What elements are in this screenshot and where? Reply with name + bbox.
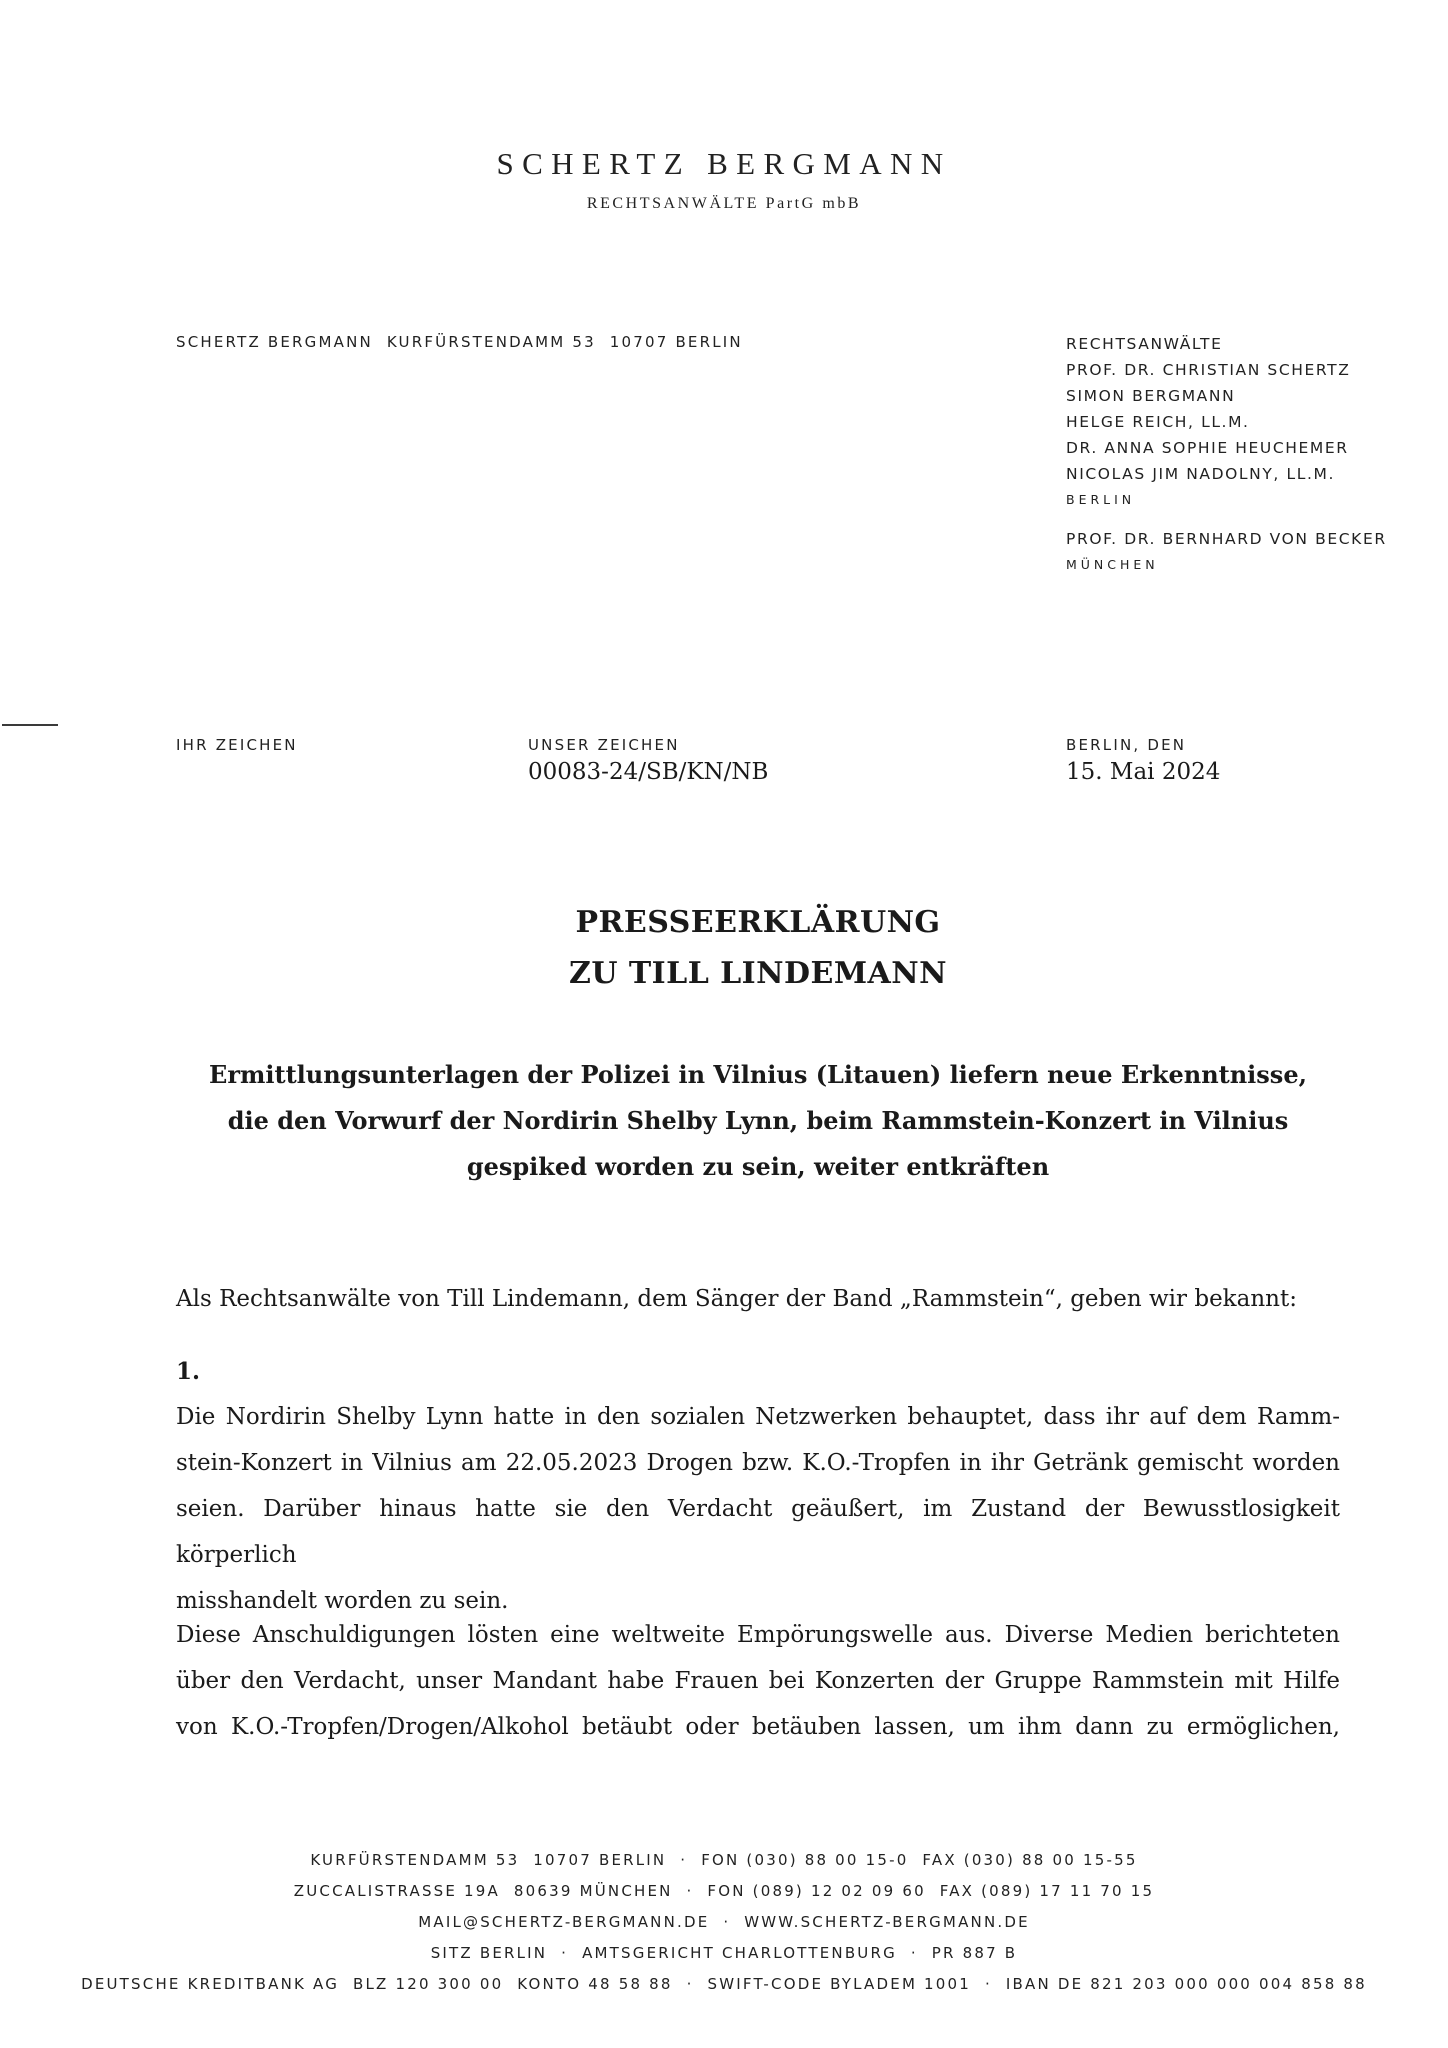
- footer-line-registration: SITZ BERLIN · AMTSGERICHT CHARLOTTENBURG · PR 887 B: [430, 1944, 1018, 1962]
- subtitle-line: gespiked worden zu sein, weiter entkräften: [466, 1152, 1050, 1181]
- our-reference-value: 00083-24/SB/KN/NB: [528, 759, 769, 785]
- attorneys-city-munich: MÜNCHEN: [1066, 557, 1159, 572]
- paragraph-2: [176, 1612, 1340, 1750]
- attorneys-city-berlin: BERLIN: [1066, 492, 1136, 507]
- document-title-line1: PRESSEERKLÄRUNG: [575, 905, 941, 940]
- firm-subtitle: RECHTSANWÄLTE PartG mbB: [586, 195, 862, 212]
- attorneys-list: [1066, 331, 1387, 578]
- attorney-name: SIMON BERGMANN: [1066, 387, 1236, 405]
- paragraph-line: über den Verdacht, unser Mandant habe Frauen bei Konzerten der Gruppe Rammstein mit Hilfe: [176, 1668, 1340, 1694]
- paragraph-line: seien. Darüber hinaus hatte sie den Verdacht geäußert, im Zustand der Bewusstlosigkeit körperlich: [176, 1496, 1340, 1568]
- our-reference-label: UNSER ZEICHEN: [528, 736, 680, 754]
- paragraph-line: stein-Konzert in Vilnius am 22.05.2023 Drogen bzw. K.O.-Tropfen in ihr Getränk gemischt worden: [176, 1450, 1340, 1476]
- document-title-line2: ZU TILL LINDEMANN: [569, 956, 947, 991]
- your-reference-label: IHR ZEICHEN: [176, 736, 298, 754]
- place-date-label: BERLIN, DEN: [1066, 736, 1187, 754]
- footer-line-mail-web: MAIL@SCHERTZ-BERGMANN.DE · WWW.SCHERTZ-BERGMANN.DE: [418, 1913, 1030, 1931]
- paragraph-line: Die Nordirin Shelby Lynn hatte in den sozialen Netzwerken behauptet, dass ihr auf dem Ramm-: [176, 1404, 1340, 1430]
- firm-logo: [0, 148, 1448, 213]
- firm-name: SCHERTZ BERGMANN: [496, 146, 952, 181]
- place-and-date: [1066, 736, 1220, 785]
- document-subtitle: [176, 1052, 1340, 1190]
- paragraph-line: von K.O.-Tropfen/Drogen/Alkohol betäubt oder betäuben lassen, um ihm dann zu ermöglichen,: [176, 1714, 1340, 1740]
- intro-paragraph: Als Rechtsanwälte von Till Lindemann, dem Sänger der Band „Rammstein“, geben wir bekannt:: [176, 1286, 1297, 1312]
- attorney-name: PROF. DR. BERNHARD VON BECKER: [1066, 530, 1387, 548]
- footer-line-munich-contact: ZUCCALISTRASSE 19A 80639 MÜNCHEN · FON (089) 12 02 09 60 FAX (089) 17 11 70 15: [293, 1882, 1155, 1900]
- our-reference: [528, 736, 768, 785]
- document-title: [176, 897, 1340, 999]
- paragraph-line: misshandelt worden zu sein.: [176, 1588, 509, 1614]
- paragraph-line: Diese Anschuldigungen lösten eine weltweite Empörungswelle aus. Diverse Medien berichteten: [176, 1622, 1340, 1648]
- letter-footer: [0, 1845, 1448, 2000]
- attorney-name: HELGE REICH, LL.M.: [1066, 413, 1250, 431]
- attorney-name: DR. ANNA SOPHIE HEUCHEMER: [1066, 439, 1349, 457]
- fold-mark: [2, 724, 58, 726]
- subtitle-line: Ermittlungsunterlagen der Polizei in Vilnius (Litauen) liefern neue Erkenntnisse,: [209, 1060, 1307, 1089]
- attorney-name: PROF. DR. CHRISTIAN SCHERTZ: [1066, 361, 1351, 379]
- your-reference: [176, 736, 298, 754]
- subtitle-line: die den Vorwurf der Nordirin Shelby Lynn, beim Rammstein-Konzert in Vilnius: [227, 1106, 1289, 1135]
- footer-line-bank: DEUTSCHE KREDITBANK AG BLZ 120 300 00 KONTO 48 58 88 · SWIFT-CODE BYLADEM 1001 · IBAN DE 821 203 000 000 004 858 88: [81, 1975, 1367, 1993]
- attorneys-heading: RECHTSANWÄLTE: [1066, 335, 1223, 353]
- attorney-name: NICOLAS JIM NADOLNY, LL.M.: [1066, 465, 1335, 483]
- sender-address-line: SCHERTZ BERGMANN KURFÜRSTENDAMM 53 10707 BERLIN: [176, 333, 743, 351]
- date-value: 15. Mai 2024: [1066, 759, 1221, 785]
- section-number: 1.: [176, 1358, 201, 1385]
- paragraph-1: [176, 1394, 1340, 1624]
- footer-line-berlin-contact: KURFÜRSTENDAMM 53 10707 BERLIN · FON (030) 88 00 15-0 FAX (030) 88 00 15-55: [310, 1851, 1138, 1869]
